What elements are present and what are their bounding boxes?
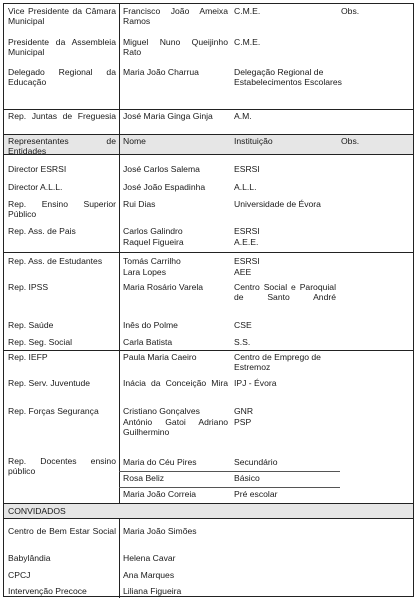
obs-cell: Obs. bbox=[341, 6, 360, 16]
role-cell: Rep. Seg. Social bbox=[8, 337, 73, 347]
institution-cell: ESRSI bbox=[234, 164, 260, 174]
name-cell: Carla Batista bbox=[123, 337, 173, 347]
institution-cell: A.E.E. bbox=[234, 237, 259, 247]
guest-name: Liliana Figueira bbox=[123, 586, 182, 596]
name-cell: Raquel Figueira bbox=[123, 237, 184, 247]
role-cell: Vice Presidente da Câmara Municipal bbox=[8, 6, 116, 27]
name-cell: Cristiano Gonçalves bbox=[123, 406, 200, 416]
institution-cell: Secundário bbox=[234, 457, 278, 467]
role-cell: Rep. Juntas de Freguesia bbox=[8, 111, 116, 121]
header-role: Representantes de Entidades bbox=[8, 136, 116, 157]
row-divider bbox=[4, 518, 413, 519]
guest-name: Maria João Simões bbox=[123, 526, 197, 536]
institution-cell: Centro de Emprego de Estremoz bbox=[234, 352, 321, 373]
name-cell: Maria João Charrua bbox=[123, 67, 199, 77]
guest-role: CPCJ bbox=[8, 570, 31, 580]
guest-name: Ana Marques bbox=[123, 570, 175, 580]
teacher-divider bbox=[119, 471, 340, 472]
institution-cell: AEE bbox=[234, 267, 252, 277]
institution-cell: ESRSI bbox=[234, 226, 260, 236]
role-cell: Rep. Docentes ensino público bbox=[8, 456, 116, 477]
institution-cell: A.L.L. bbox=[234, 182, 257, 192]
name-cell: António Gatoi Adriano Guilhermino bbox=[123, 417, 228, 438]
role-cell: Rep. IPSS bbox=[8, 282, 49, 292]
guests-heading: CONVIDADOS bbox=[8, 506, 66, 516]
header-name: Nome bbox=[123, 136, 146, 146]
institution-cell: C.M.E. bbox=[234, 37, 261, 47]
name-cell: José Carlos Salema bbox=[123, 164, 200, 174]
role-cell: Director A.L.L. bbox=[8, 182, 63, 192]
name-cell: Miguel Nuno Queijinho Rato bbox=[123, 37, 228, 58]
name-cell: Inácia da Conceição Mira bbox=[123, 378, 228, 388]
institution-cell: C.M.E. bbox=[234, 6, 261, 16]
guest-role: Centro de Bem Estar Social bbox=[8, 526, 116, 536]
institution-cell: PSP bbox=[234, 417, 252, 427]
row-divider bbox=[4, 252, 413, 253]
col-divider-1b bbox=[119, 518, 120, 598]
role-cell: Rep. Serv. Juventude bbox=[8, 378, 91, 388]
name-cell: José Maria Ginga Ginja bbox=[123, 111, 213, 121]
header-obs: Obs. bbox=[341, 136, 360, 146]
name-cell: Tomás Carrilho bbox=[123, 256, 181, 266]
institution-cell: Universidade de Évora bbox=[234, 199, 321, 209]
role-cell: Presidente da Assembleia Municipal bbox=[8, 37, 116, 58]
role-cell: Rep. Ass. de Estudantes bbox=[8, 256, 103, 266]
name-cell: Maria João Correia bbox=[123, 489, 197, 499]
role-cell: Rep. Forças Segurança bbox=[8, 406, 99, 416]
institution-cell: A.M. bbox=[234, 111, 252, 121]
name-cell: Rui Dias bbox=[123, 199, 156, 209]
row-divider bbox=[4, 109, 413, 110]
institution-cell: Centro Social e Paroquial de Santo André bbox=[234, 282, 336, 303]
name-cell: Maria do Céu Pires bbox=[123, 457, 197, 467]
role-cell: Rep. IEFP bbox=[8, 352, 48, 362]
role-cell: Rep. Saúde bbox=[8, 320, 54, 330]
institution-cell: GNR bbox=[234, 406, 254, 416]
name-cell: Carlos Galindro bbox=[123, 226, 183, 236]
name-cell: José João Espadinha bbox=[123, 182, 206, 192]
institution-cell: Pré escolar bbox=[234, 489, 278, 499]
header-institution: Instituição bbox=[234, 136, 273, 146]
row-divider bbox=[4, 503, 413, 504]
role-cell: Rep. Ass. de Pais bbox=[8, 226, 76, 236]
teacher-divider bbox=[119, 487, 340, 488]
name-cell: Francisco João Ameixa Ramos bbox=[123, 6, 228, 27]
guest-role: Intervenção Precoce bbox=[8, 586, 87, 596]
role-cell: Delegado Regional da Educação bbox=[8, 67, 116, 88]
guest-role: Babylândia bbox=[8, 553, 51, 563]
institution-cell: Delegação Regional de Estabelecimentos Escolares bbox=[234, 67, 342, 88]
institution-cell: CSE bbox=[234, 320, 252, 330]
row-divider bbox=[4, 350, 413, 351]
name-cell: Maria Rosário Varela bbox=[123, 282, 204, 292]
role-cell: Director ESRSI bbox=[8, 164, 67, 174]
name-cell: Inês do Polme bbox=[123, 320, 178, 330]
participants-table bbox=[3, 3, 414, 597]
guest-name: Helena Cavar bbox=[123, 553, 176, 563]
institution-cell: S.S. bbox=[234, 337, 251, 347]
col-divider-1 bbox=[119, 4, 120, 503]
institution-cell: Básico bbox=[234, 473, 260, 483]
name-cell: Lara Lopes bbox=[123, 267, 167, 277]
name-cell: Paula Maria Caeiro bbox=[123, 352, 197, 362]
institution-cell: IPJ - Évora bbox=[234, 378, 277, 388]
institution-cell: ESRSI bbox=[234, 256, 260, 266]
name-cell: Rosa Beliz bbox=[123, 473, 165, 483]
role-cell: Rep. Ensino Superior Público bbox=[8, 199, 116, 220]
row-divider bbox=[4, 134, 413, 135]
